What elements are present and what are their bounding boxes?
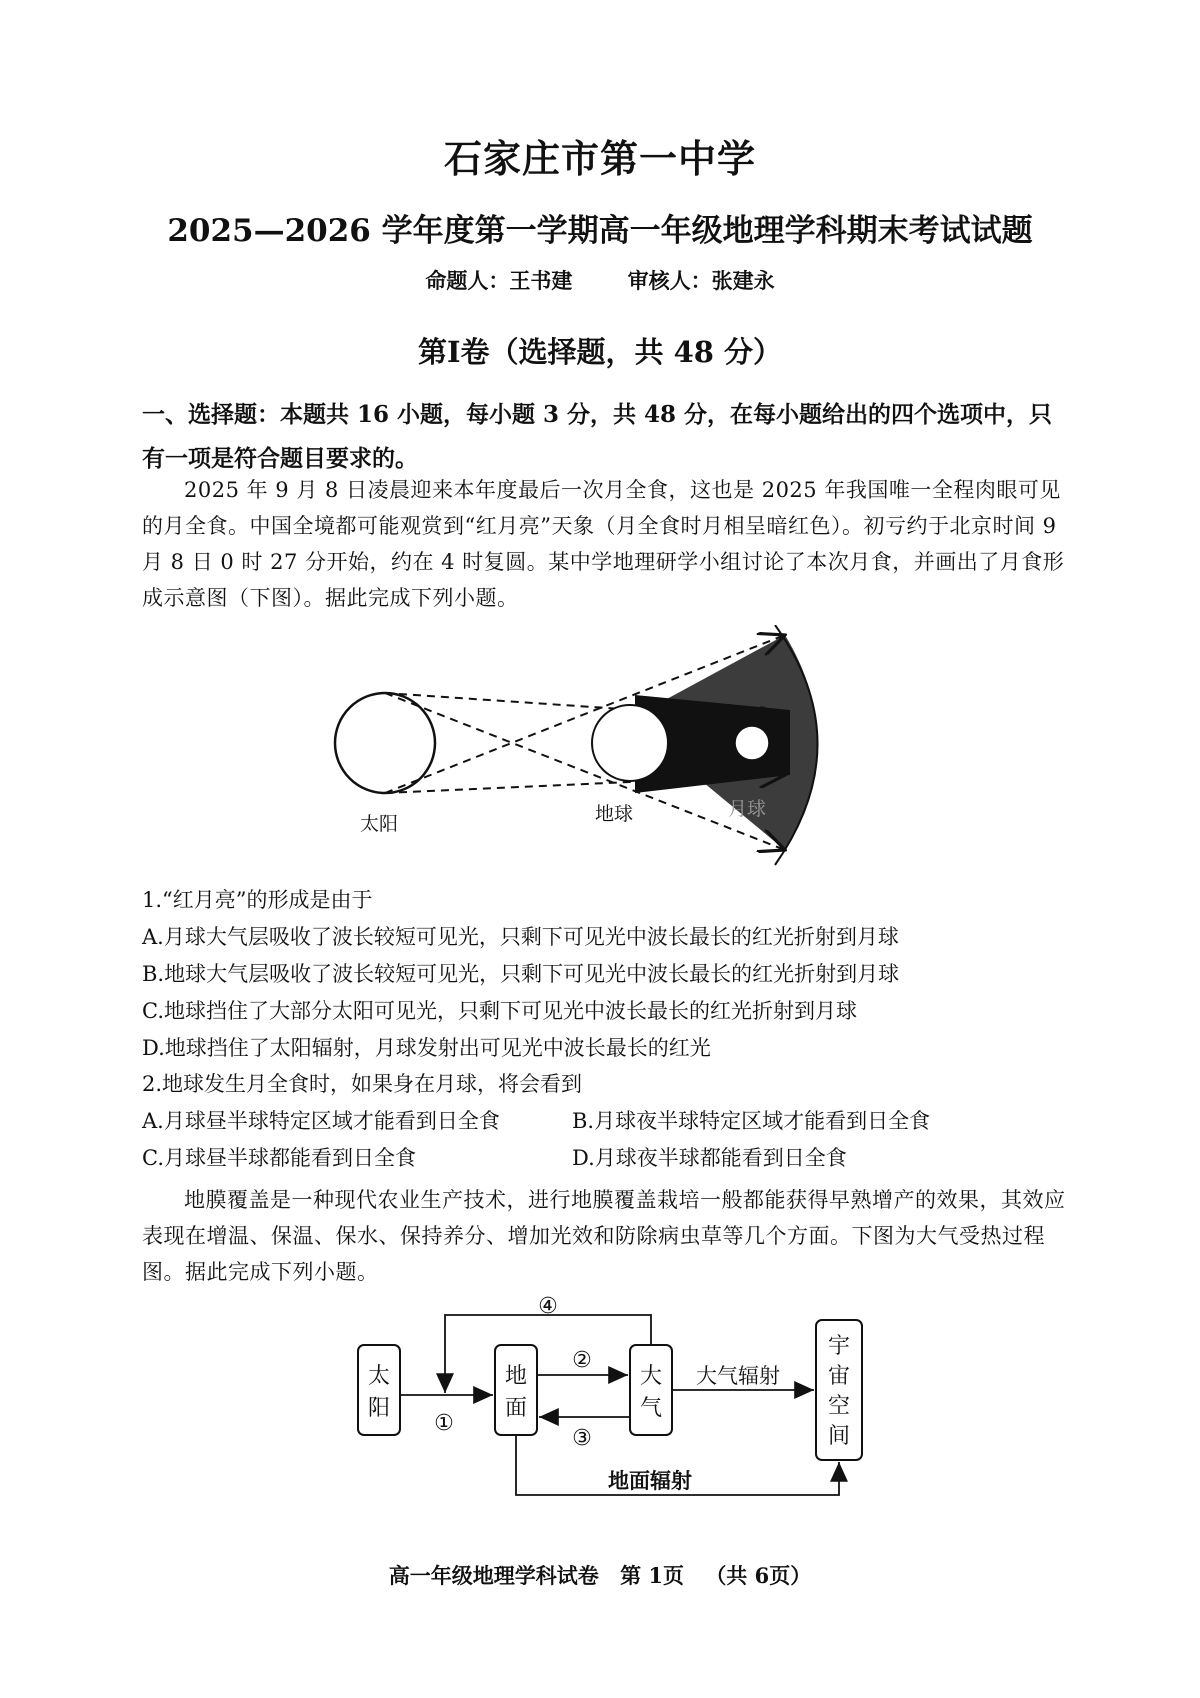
option-a: A.月球昼半球特定区域才能看到日全食 xyxy=(142,1109,500,1133)
earth-circle xyxy=(592,705,668,781)
space-box-label: 宇 xyxy=(827,1334,851,1359)
reviewer: 审核人：张建永 xyxy=(627,268,775,293)
ground-radiation-label: 地面辐射 xyxy=(608,1469,692,1493)
page-footer xyxy=(0,1560,1200,1590)
volume-title: 第Ⅰ卷（选择题，共 48 分） xyxy=(417,335,783,369)
arrow-2-label: ② xyxy=(572,1348,592,1373)
question-2 xyxy=(142,1066,1067,1177)
atmospheric-heating-diagram xyxy=(350,1295,880,1520)
eclipse-diagram xyxy=(330,625,850,870)
author: 命题人：王书建 xyxy=(425,268,573,293)
footer-total: （共 6页） xyxy=(705,1563,812,1588)
question-stem: 2.地球发生月全食时，如果身在月球，将会看到 xyxy=(142,1072,583,1096)
atmosphere-box-label: 气 xyxy=(639,1396,663,1421)
school-name: 石家庄市第一中学 xyxy=(443,136,756,181)
sun-label: 太阳 xyxy=(360,813,399,835)
ground-box xyxy=(495,1345,537,1435)
arrow-4-label: ④ xyxy=(538,1295,558,1319)
footer-page: 第 1页 xyxy=(620,1563,684,1588)
option-b: B.月球夜半球特定区域才能看到日全食 xyxy=(572,1109,931,1133)
question-stem: 1.“红月亮”的形成是由于 xyxy=(142,888,373,912)
sun-box-label: 太 xyxy=(367,1364,391,1389)
earth-label: 地球 xyxy=(595,803,634,825)
arrow-1-label: ① xyxy=(434,1411,454,1436)
moon-label: 月球 xyxy=(728,798,767,820)
option-a: A.月球大气层吸收了波长较短可见光，只剩下可见光中波长最长的红光折射到月球 xyxy=(142,925,899,949)
ground-box-label: 地 xyxy=(504,1364,528,1389)
ground-box-label: 面 xyxy=(504,1396,528,1421)
authors-line xyxy=(0,265,1200,295)
options-row xyxy=(142,1140,1067,1177)
passage-mulch: 地膜覆盖是一种现代农业生产技术，进行地膜覆盖栽培一般都能获得早熟增产的效果，其效应表现在增温、保温、保水、保持养分、增加光效和防除病虫草等几个方面。下图为大气受热过程图。据此完成下列小题。 xyxy=(142,1188,1066,1284)
passage-eclipse: 2025 年 9 月 8 日凌晨迎来本年度最后一次月全食，这也是 2025 年我国唯一全程肉眼可见的月全食。中国全境都可能观赏到“红月亮”天象（月全食时月相呈暗红色）。初亏约于北京时间 9 月 8 日 0 时 27 分开始，约在 4 时复圆。某中学地理研学小组讨论了本次月食，并画出了月食形成示意图（下图）。据此完成下列小题。 xyxy=(142,478,1065,610)
atmosphere-box-label: 大 xyxy=(639,1364,663,1389)
sun-box-label: 阳 xyxy=(367,1396,391,1421)
space-box-label: 宙 xyxy=(827,1364,851,1389)
sun-box xyxy=(358,1345,400,1435)
option-c: C.月球昼半球都能看到日全食 xyxy=(142,1146,416,1170)
option-c: C.地球挡住了大部分太阳可见光，只剩下可见光中波长最长的红光折射到月球 xyxy=(142,999,857,1023)
exam-title: 2025—2026 学年度第一学期高一年级地理学科期末考试试题 xyxy=(167,213,1033,249)
section-instructions: 一、选择题：本题共 16 小题，每小题 3 分，共 48 分，在每小题给出的四个选项中，只有一项是符合题目要求的。 xyxy=(142,401,1053,472)
option-d: D.月球夜半球都能看到日全食 xyxy=(572,1146,847,1170)
sun-circle xyxy=(335,693,435,793)
option-d: D.地球挡住了太阳辐射，月球发射出可见光中波长最长的红光 xyxy=(142,1036,711,1060)
space-box-label: 空 xyxy=(827,1394,851,1419)
footer-title: 高一年级地理学科试卷 xyxy=(388,1563,599,1588)
atmosphere-box xyxy=(630,1345,672,1435)
space-box-label: 间 xyxy=(827,1424,851,1449)
atmospheric-radiation-label: 大气辐射 xyxy=(696,1364,780,1388)
arrow-3-label: ③ xyxy=(572,1426,592,1451)
moon-circle xyxy=(735,726,769,760)
question-1 xyxy=(142,882,1067,1067)
option-b: B.地球大气层吸收了波长较短可见光，只剩下可见光中波长最长的红光折射到月球 xyxy=(142,962,900,986)
options-row xyxy=(142,1103,1067,1140)
